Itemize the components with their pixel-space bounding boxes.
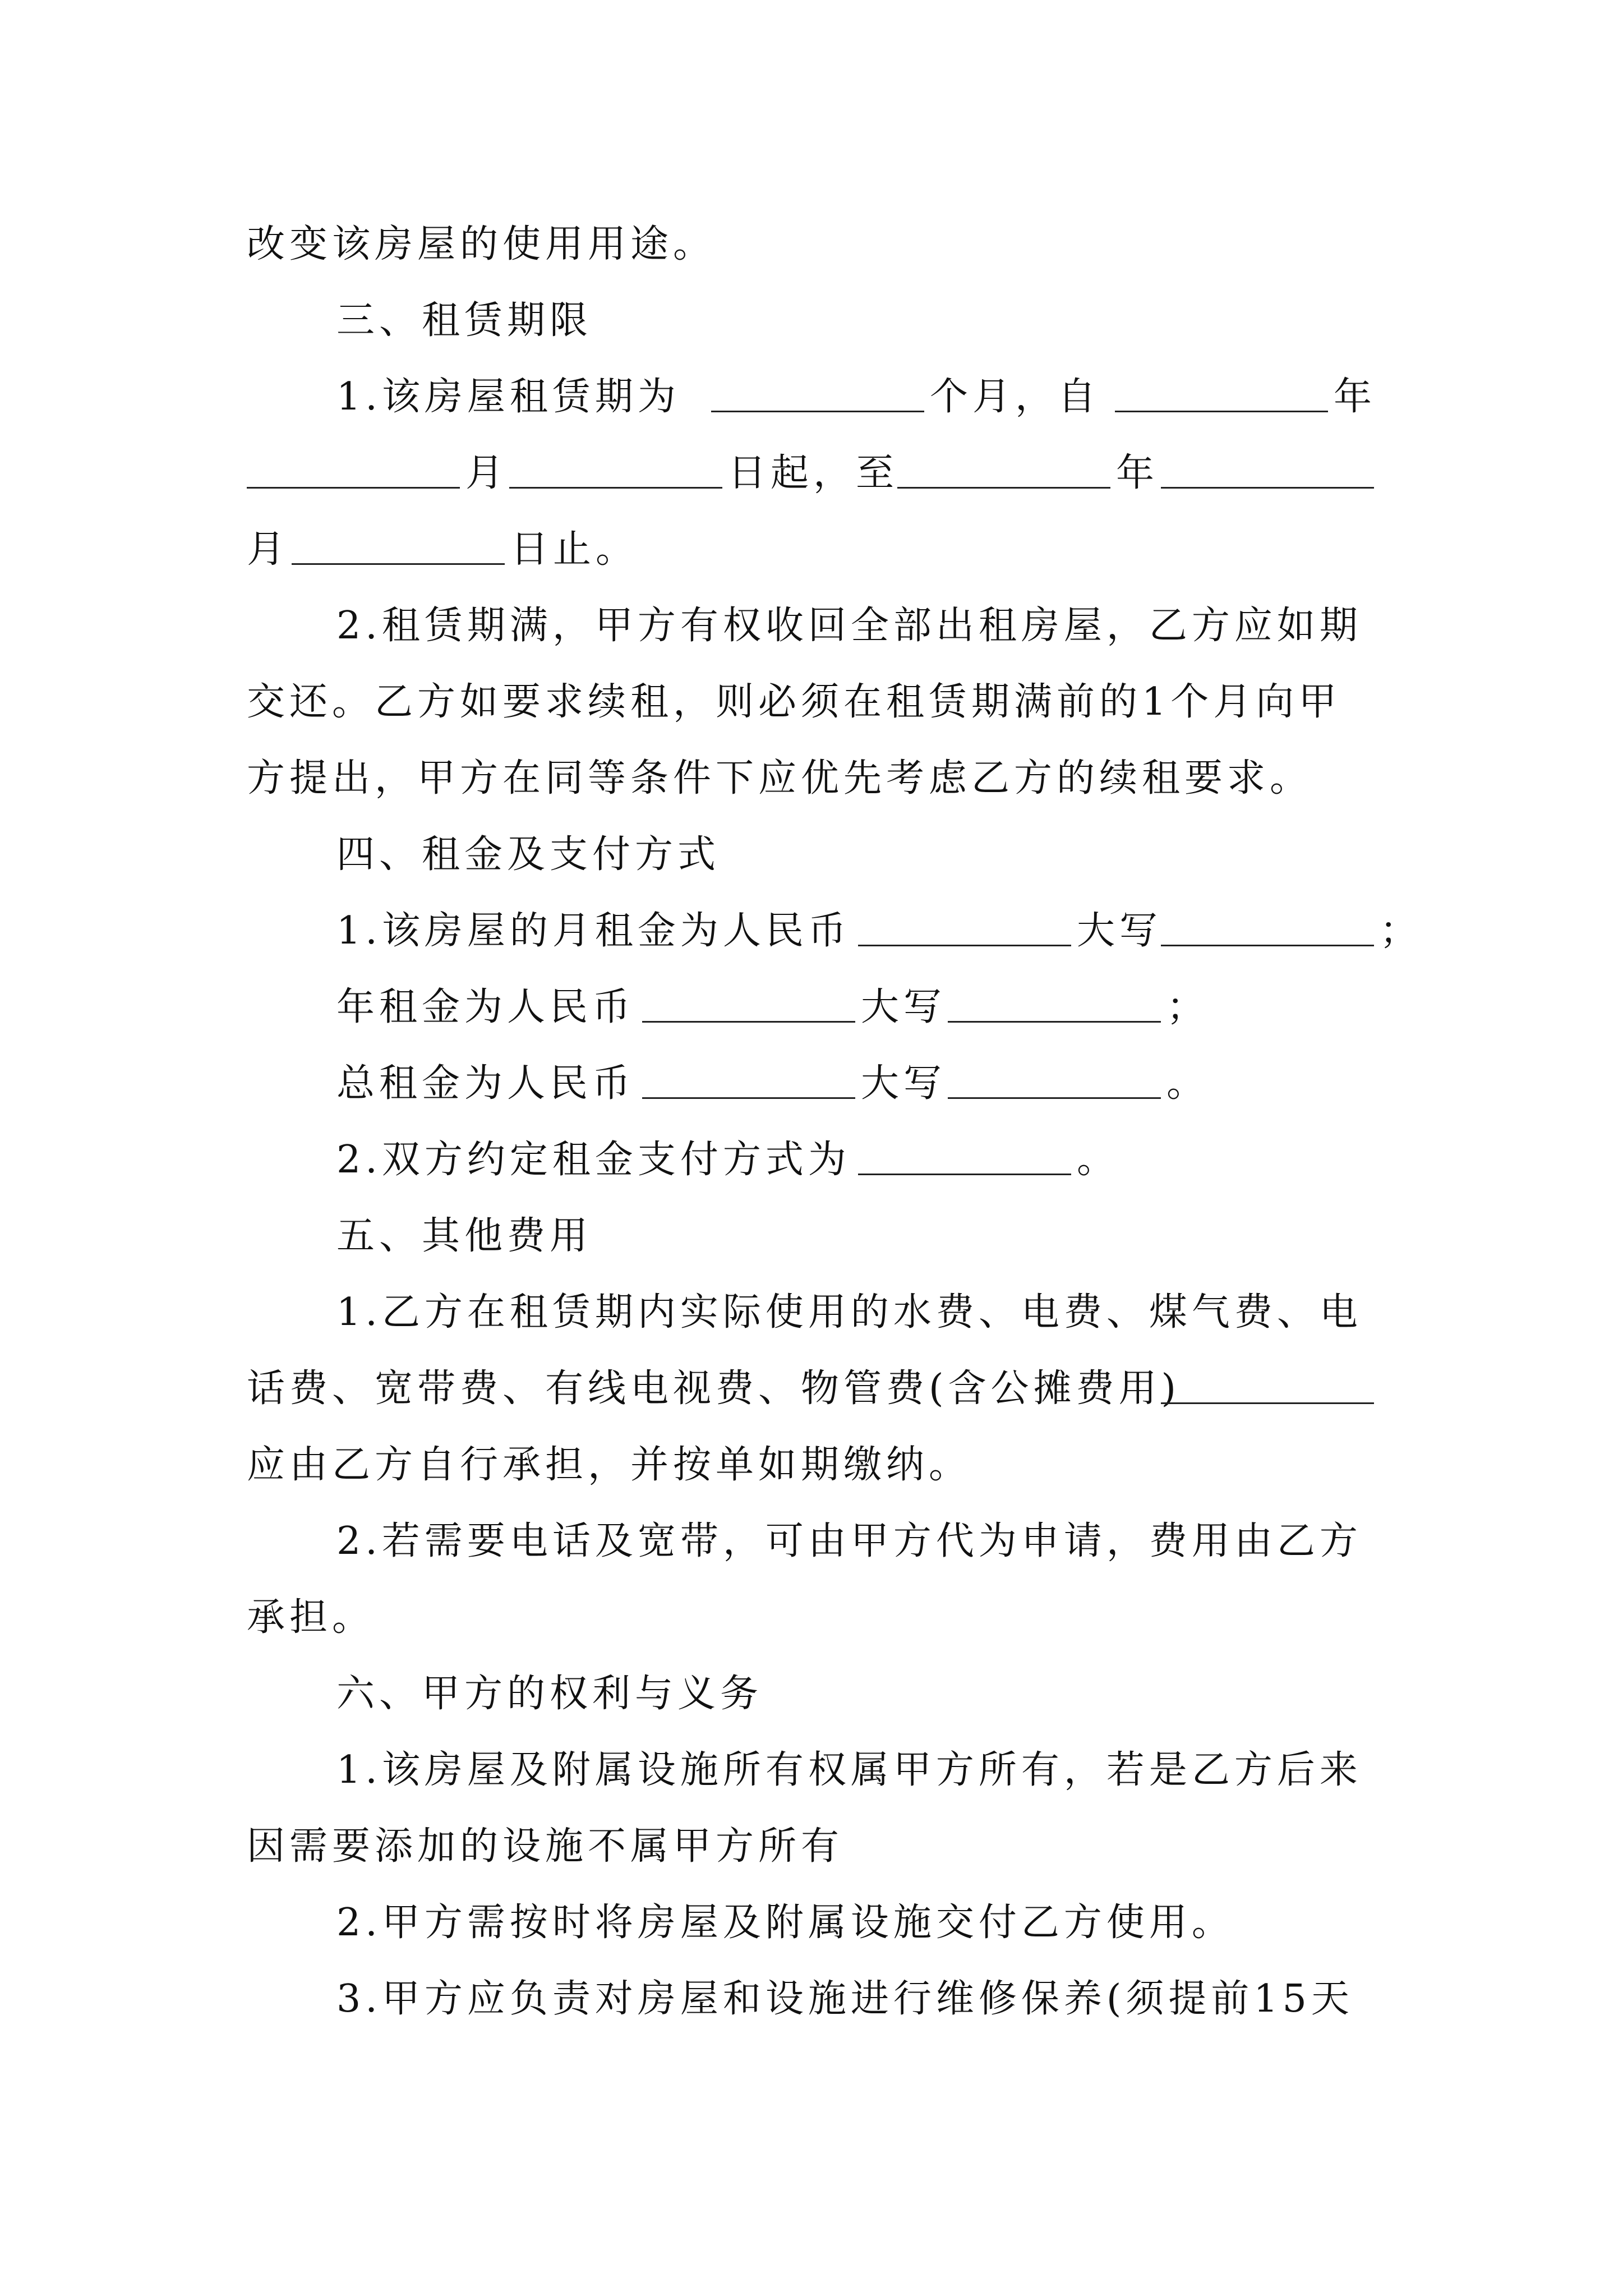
text-segment: 。 — [1077, 1138, 1120, 1182]
fill-in-blank[interactable] — [948, 1097, 1161, 1099]
text-segment: 改变该房屋的使用用途。 — [247, 222, 716, 266]
text-segment: 月 — [465, 451, 509, 495]
text-segment: 2.租赁期满，甲方有权收回全部出租房屋，乙方应如期 — [336, 604, 1362, 648]
section-heading — [0, 1208, 1623, 1264]
text-segment: 。 — [1166, 1061, 1210, 1106]
fill-in-blank[interactable] — [858, 945, 1071, 946]
text-line — [0, 369, 1623, 425]
text-line — [0, 979, 1623, 1036]
fill-in-blank[interactable] — [1161, 945, 1374, 946]
fill-in-blank[interactable] — [858, 1174, 1071, 1175]
text-line — [0, 903, 1623, 959]
text-line — [0, 1437, 1623, 1493]
text-segment: 1.该房屋租赁期为 — [336, 375, 680, 419]
heading-text: 四、租金及支付方式 — [336, 832, 721, 877]
fill-in-blank[interactable] — [1115, 411, 1328, 412]
fill-in-blank[interactable] — [948, 1021, 1161, 1023]
text-segment: 大写 — [861, 985, 947, 1029]
text-segment: 2.若需要电话及宽带，可由甲方代为申请，费用由乙方 — [336, 1519, 1362, 1563]
text-segment: 1.该房屋及附属设施所有权属甲方所有，若是乙方后来 — [336, 1748, 1362, 1792]
section-heading — [0, 293, 1623, 349]
text-line — [0, 1742, 1623, 1798]
text-segment: 总租金为人民币 — [336, 1061, 635, 1106]
text-segment: 个月，自 — [930, 375, 1101, 419]
text-segment: 3.甲方应负责对房屋和设施进行维修保养(须提前15天 — [336, 1977, 1354, 2021]
text-segment: 2.甲方需按时将房屋及附属设施交付乙方使用。 — [336, 1901, 1234, 1945]
text-line — [0, 1971, 1623, 2027]
text-line — [0, 674, 1623, 730]
text-segment: ； — [1166, 985, 1210, 1029]
text-line — [0, 751, 1623, 807]
section-heading — [0, 1666, 1623, 1722]
text-segment: ； — [1380, 909, 1423, 953]
fill-in-blank[interactable] — [247, 487, 460, 489]
text-line — [0, 1056, 1623, 1112]
fill-in-blank[interactable] — [292, 563, 505, 565]
text-line — [0, 1285, 1623, 1341]
heading-text: 六、甲方的权利与义务 — [336, 1672, 763, 1716]
fill-in-blank[interactable] — [1161, 1402, 1374, 1404]
text-segment: 日止。 — [510, 527, 639, 572]
text-segment: 月 — [247, 527, 290, 572]
fill-in-blank[interactable] — [509, 487, 722, 489]
section-heading — [0, 827, 1623, 883]
text-line — [0, 1132, 1623, 1188]
text-line — [0, 522, 1623, 578]
fill-in-blank[interactable] — [711, 411, 924, 412]
fill-in-blank[interactable] — [897, 487, 1110, 489]
text-segment: 1.该房屋的月租金为人民币 — [336, 909, 851, 953]
fill-in-blank[interactable] — [1161, 487, 1374, 489]
text-line — [0, 598, 1623, 654]
fill-in-blank[interactable] — [642, 1021, 855, 1023]
text-segment: 2.双方约定租金支付方式为 — [336, 1138, 851, 1182]
text-segment: 话费、宽带费、有线电视费、物管费(含公摊费用) — [247, 1366, 1181, 1411]
text-segment: 交还。乙方如要求续租，则必须在租赁期满前的1个月向甲 — [247, 680, 1341, 724]
fill-in-blank[interactable] — [642, 1097, 855, 1099]
text-segment: 应由乙方自行承担，并按单如期缴纳。 — [247, 1443, 972, 1487]
text-segment: 日起，至 — [728, 451, 899, 495]
heading-text: 三、租赁期限 — [336, 298, 593, 343]
text-segment: 年 — [1116, 451, 1159, 495]
text-segment: 方提出，甲方在同等条件下应优先考虑乙方的续租要求。 — [247, 756, 1313, 800]
text-segment: 大写 — [1077, 909, 1163, 953]
text-segment: 年 — [1334, 375, 1377, 419]
text-segment: 1.乙方在租赁期内实际使用的水费、电费、煤气费、电 — [336, 1290, 1362, 1335]
text-segment: 承担。 — [247, 1595, 375, 1640]
text-line — [0, 445, 1623, 501]
text-line — [0, 1819, 1623, 1875]
text-line — [0, 1590, 1623, 1646]
text-line — [0, 1895, 1623, 1951]
text-segment: 大写 — [861, 1061, 947, 1106]
text-segment: 因需要添加的设施不属甲方所有 — [247, 1824, 844, 1869]
text-line — [0, 1361, 1623, 1417]
heading-text: 五、其他费用 — [336, 1214, 593, 1258]
text-line — [0, 1513, 1623, 1570]
text-segment: 年租金为人民币 — [336, 985, 635, 1029]
text-line — [0, 217, 1623, 273]
